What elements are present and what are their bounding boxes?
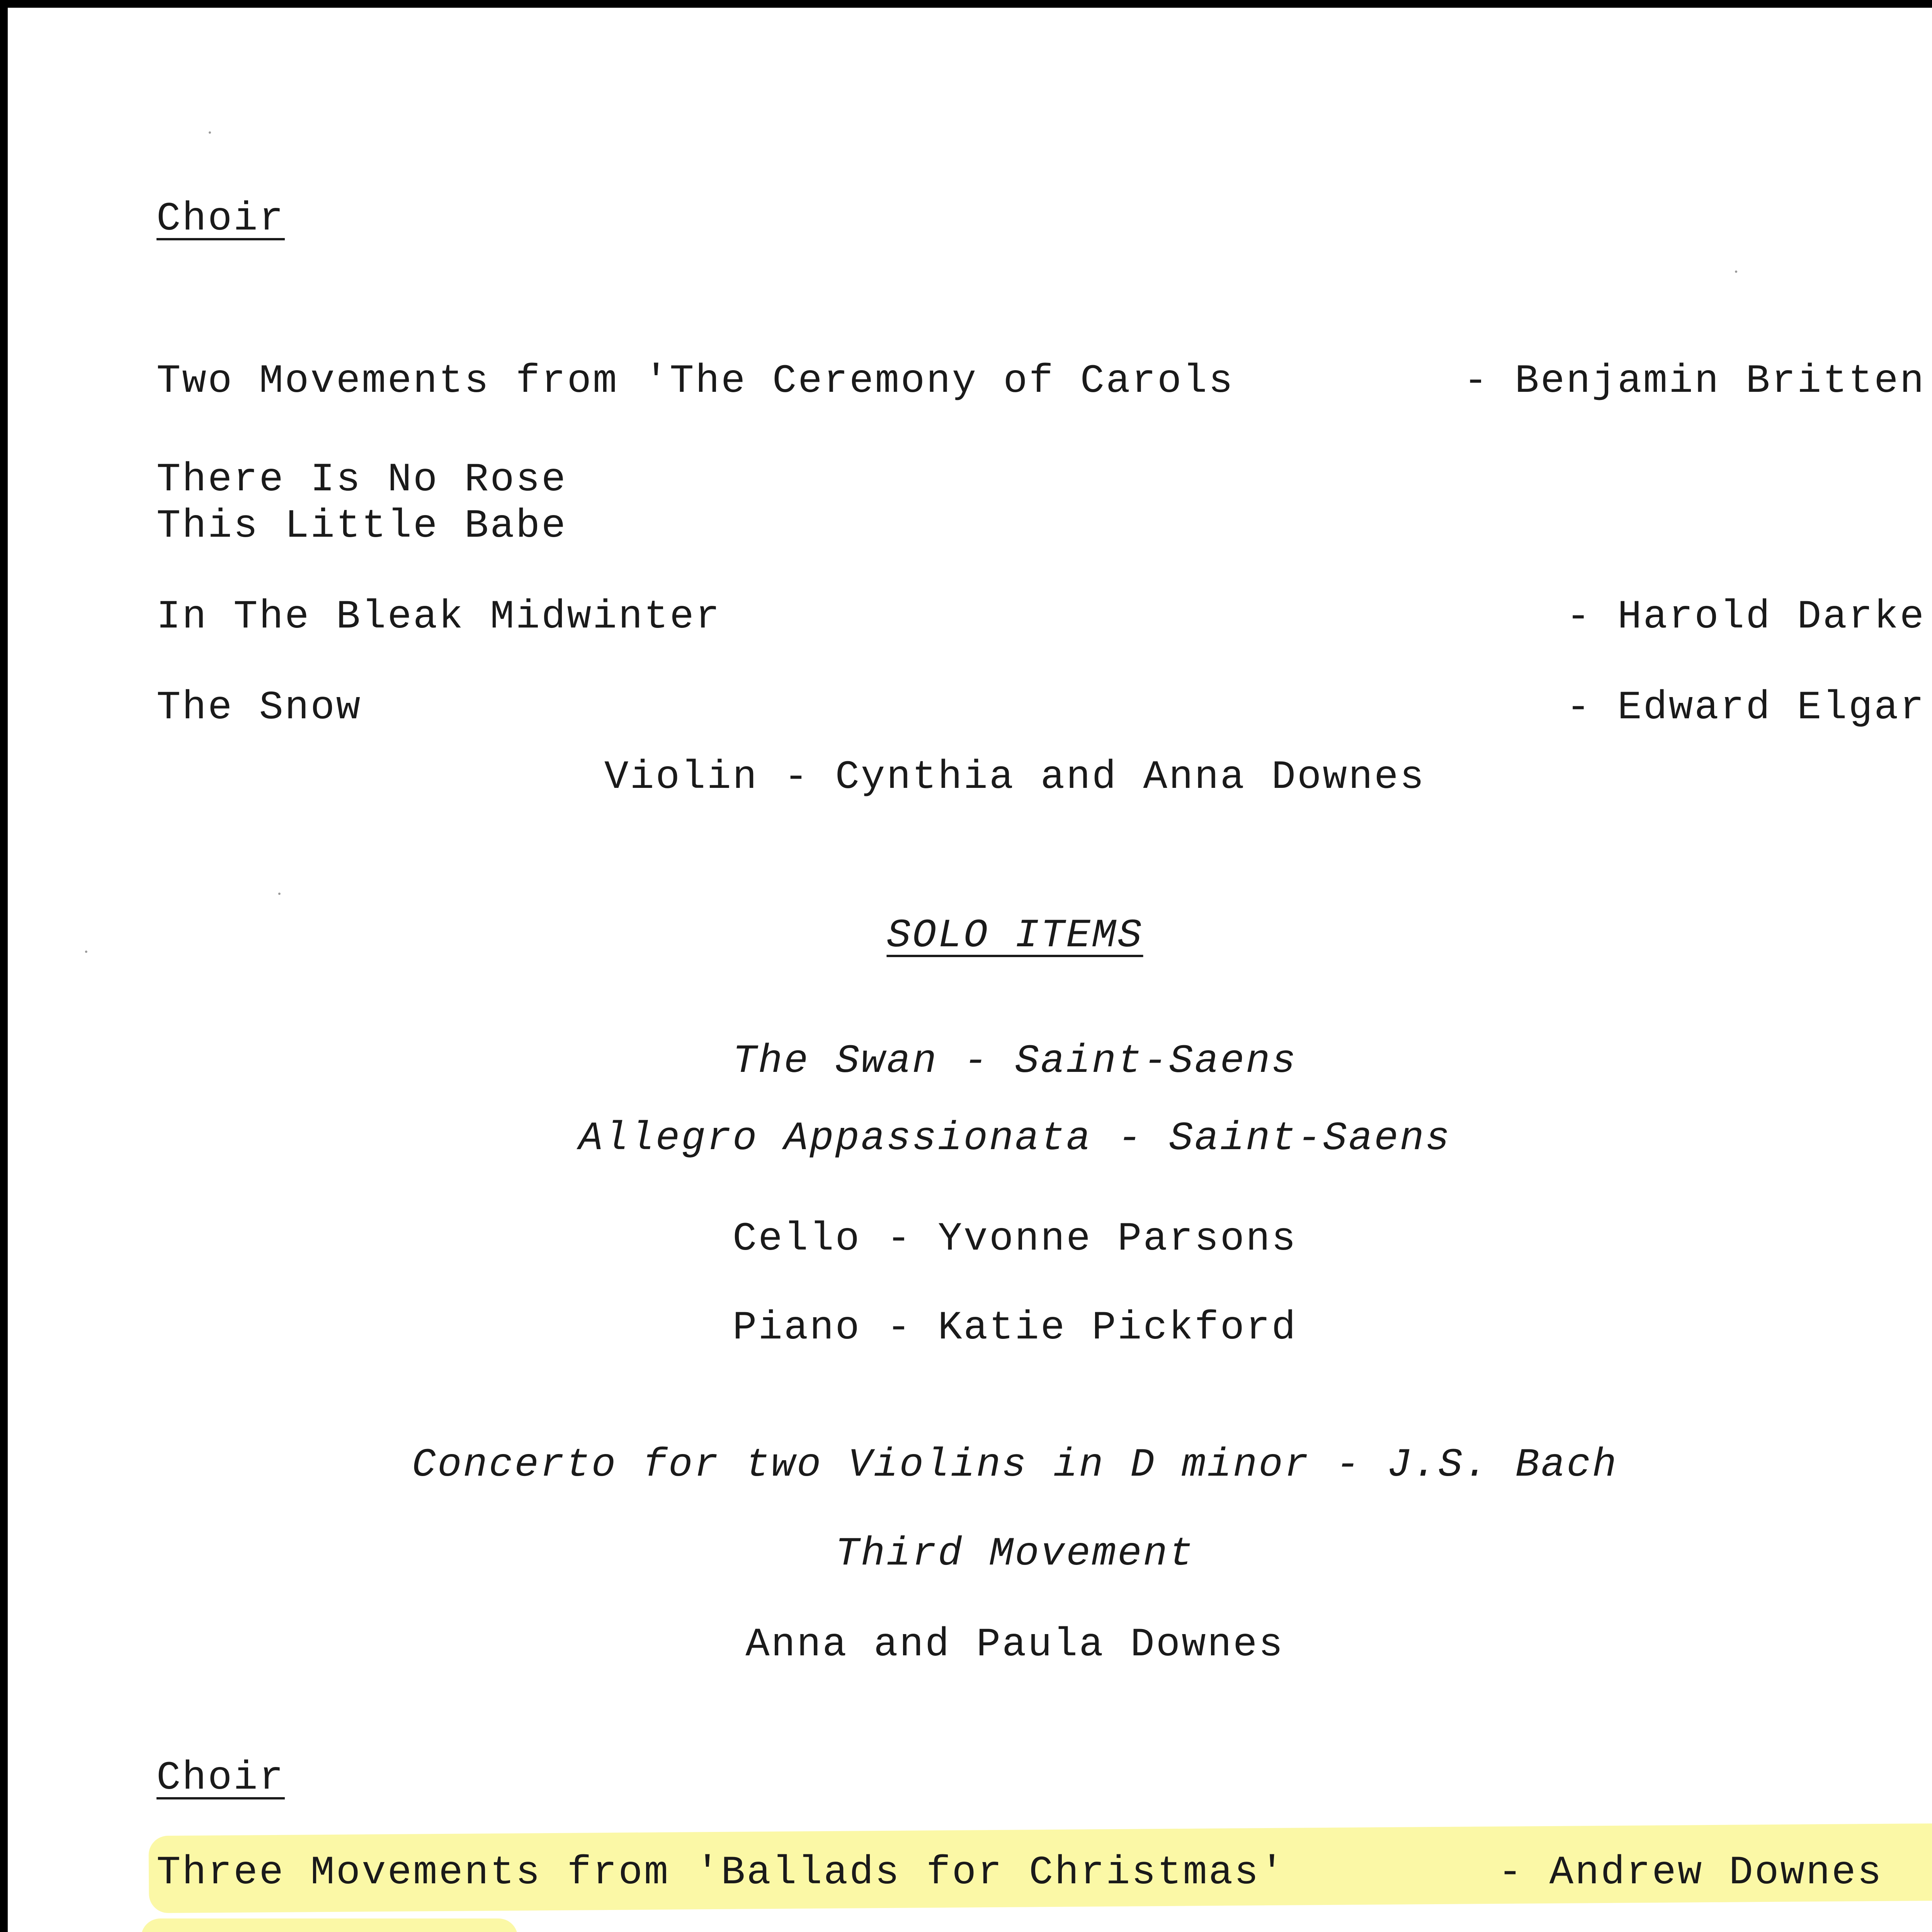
performer-credit: Cello - Yvonne Parsons <box>732 1216 1298 1262</box>
program-item-title: The Snow <box>156 685 362 731</box>
program-item-composer: - Benjamin Britten <box>1463 359 1925 404</box>
scan-speck <box>278 893 281 895</box>
performer-credit: Anna and Paula Downes <box>745 1622 1284 1668</box>
concerto-title: Concerto for two Violins in D minor - J.S. Bach <box>412 1442 1618 1488</box>
scan-speck <box>209 131 211 134</box>
program-item-title: Three Movements from 'Ballads for Christmas' <box>156 1850 1286 1896</box>
program-item-title: In The Bleak Midwinter <box>156 594 721 640</box>
program-item-composer: - Harold Darke <box>1566 594 1925 640</box>
movement-title: Third Movement <box>835 1531 1195 1577</box>
solo-item: The Swan - Saint-Saens <box>732 1039 1298 1084</box>
performer-credit: Piano - Katie Pickford <box>732 1305 1298 1351</box>
program-item-title: There Is No Rose <box>156 457 567 503</box>
solo-heading: SOLO ITEMS <box>886 913 1143 959</box>
solo-item: Allegro Appassionata - Saint-Saens <box>578 1116 1451 1162</box>
program-item-title: Two Movements from 'The Ceremony of Carols <box>156 359 1235 404</box>
scan-speck <box>1735 270 1737 273</box>
scan-speck <box>85 951 87 953</box>
highlight-mark <box>141 1918 518 1932</box>
program-item-title: This Little Babe <box>156 503 567 549</box>
program-item-composer: - Edward Elgar <box>1566 685 1925 731</box>
program-item-composer: - Andrew Downes <box>1498 1850 1883 1896</box>
choir-heading: Choir <box>156 196 285 242</box>
choir-heading: Choir <box>156 1755 285 1801</box>
performer-credit: Violin - Cynthia and Anna Downes <box>604 755 1426 800</box>
